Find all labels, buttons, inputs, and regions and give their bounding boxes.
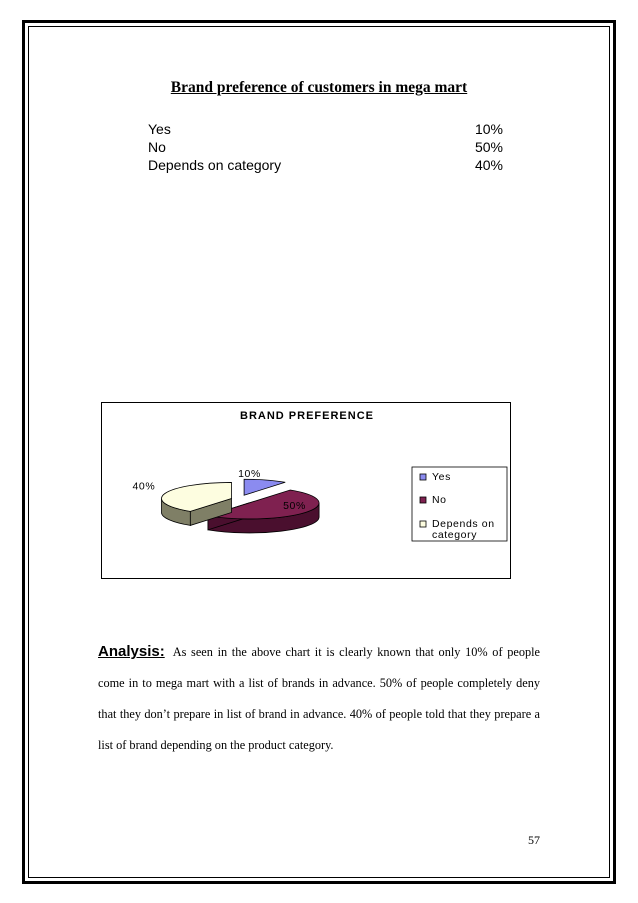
pie-slice	[244, 479, 285, 495]
pie-data-label: 10%	[238, 468, 261, 481]
summary-value: 40%	[474, 157, 503, 173]
summary-value: 50%	[474, 139, 503, 155]
legend-label: No	[432, 494, 447, 506]
summary-row	[148, 138, 503, 156]
page-number: 57	[528, 833, 540, 847]
summary-label: Depends on category	[148, 157, 282, 173]
legend-label: Depends on category	[432, 518, 495, 541]
analysis-text: As seen in the above chart it is clearly known that only 10% of people come in to mega mart with a list of brands in advance. 50% of people completely deny that they don’t prepare in list of brand in advance. 40% of people told that they prepare a list of brand depending on the product category.	[98, 645, 540, 752]
legend-swatch	[420, 521, 426, 527]
legend-swatch	[420, 497, 426, 503]
pie-data-label: 40%	[132, 480, 156, 493]
summary-row	[148, 120, 503, 138]
chart-canvas	[102, 403, 510, 578]
summary-label: Yes	[148, 121, 171, 137]
analysis-label: Analysis:	[98, 643, 165, 660]
pie-data-label: 50%	[283, 499, 306, 512]
summary-label: No	[148, 139, 166, 155]
summary-value: 10%	[474, 121, 503, 137]
legend-label: Yes	[432, 471, 451, 483]
legend-swatch	[420, 474, 426, 480]
chart-title: BRAND PREFERENCE	[240, 410, 374, 422]
pie-chart	[101, 402, 511, 579]
chart-legend	[412, 467, 507, 541]
summary-table	[148, 120, 503, 174]
summary-row	[148, 156, 503, 174]
analysis-paragraph	[98, 636, 540, 761]
pie-slice-top	[244, 479, 285, 495]
page-heading: Brand preference of customers in mega mart	[170, 79, 468, 96]
